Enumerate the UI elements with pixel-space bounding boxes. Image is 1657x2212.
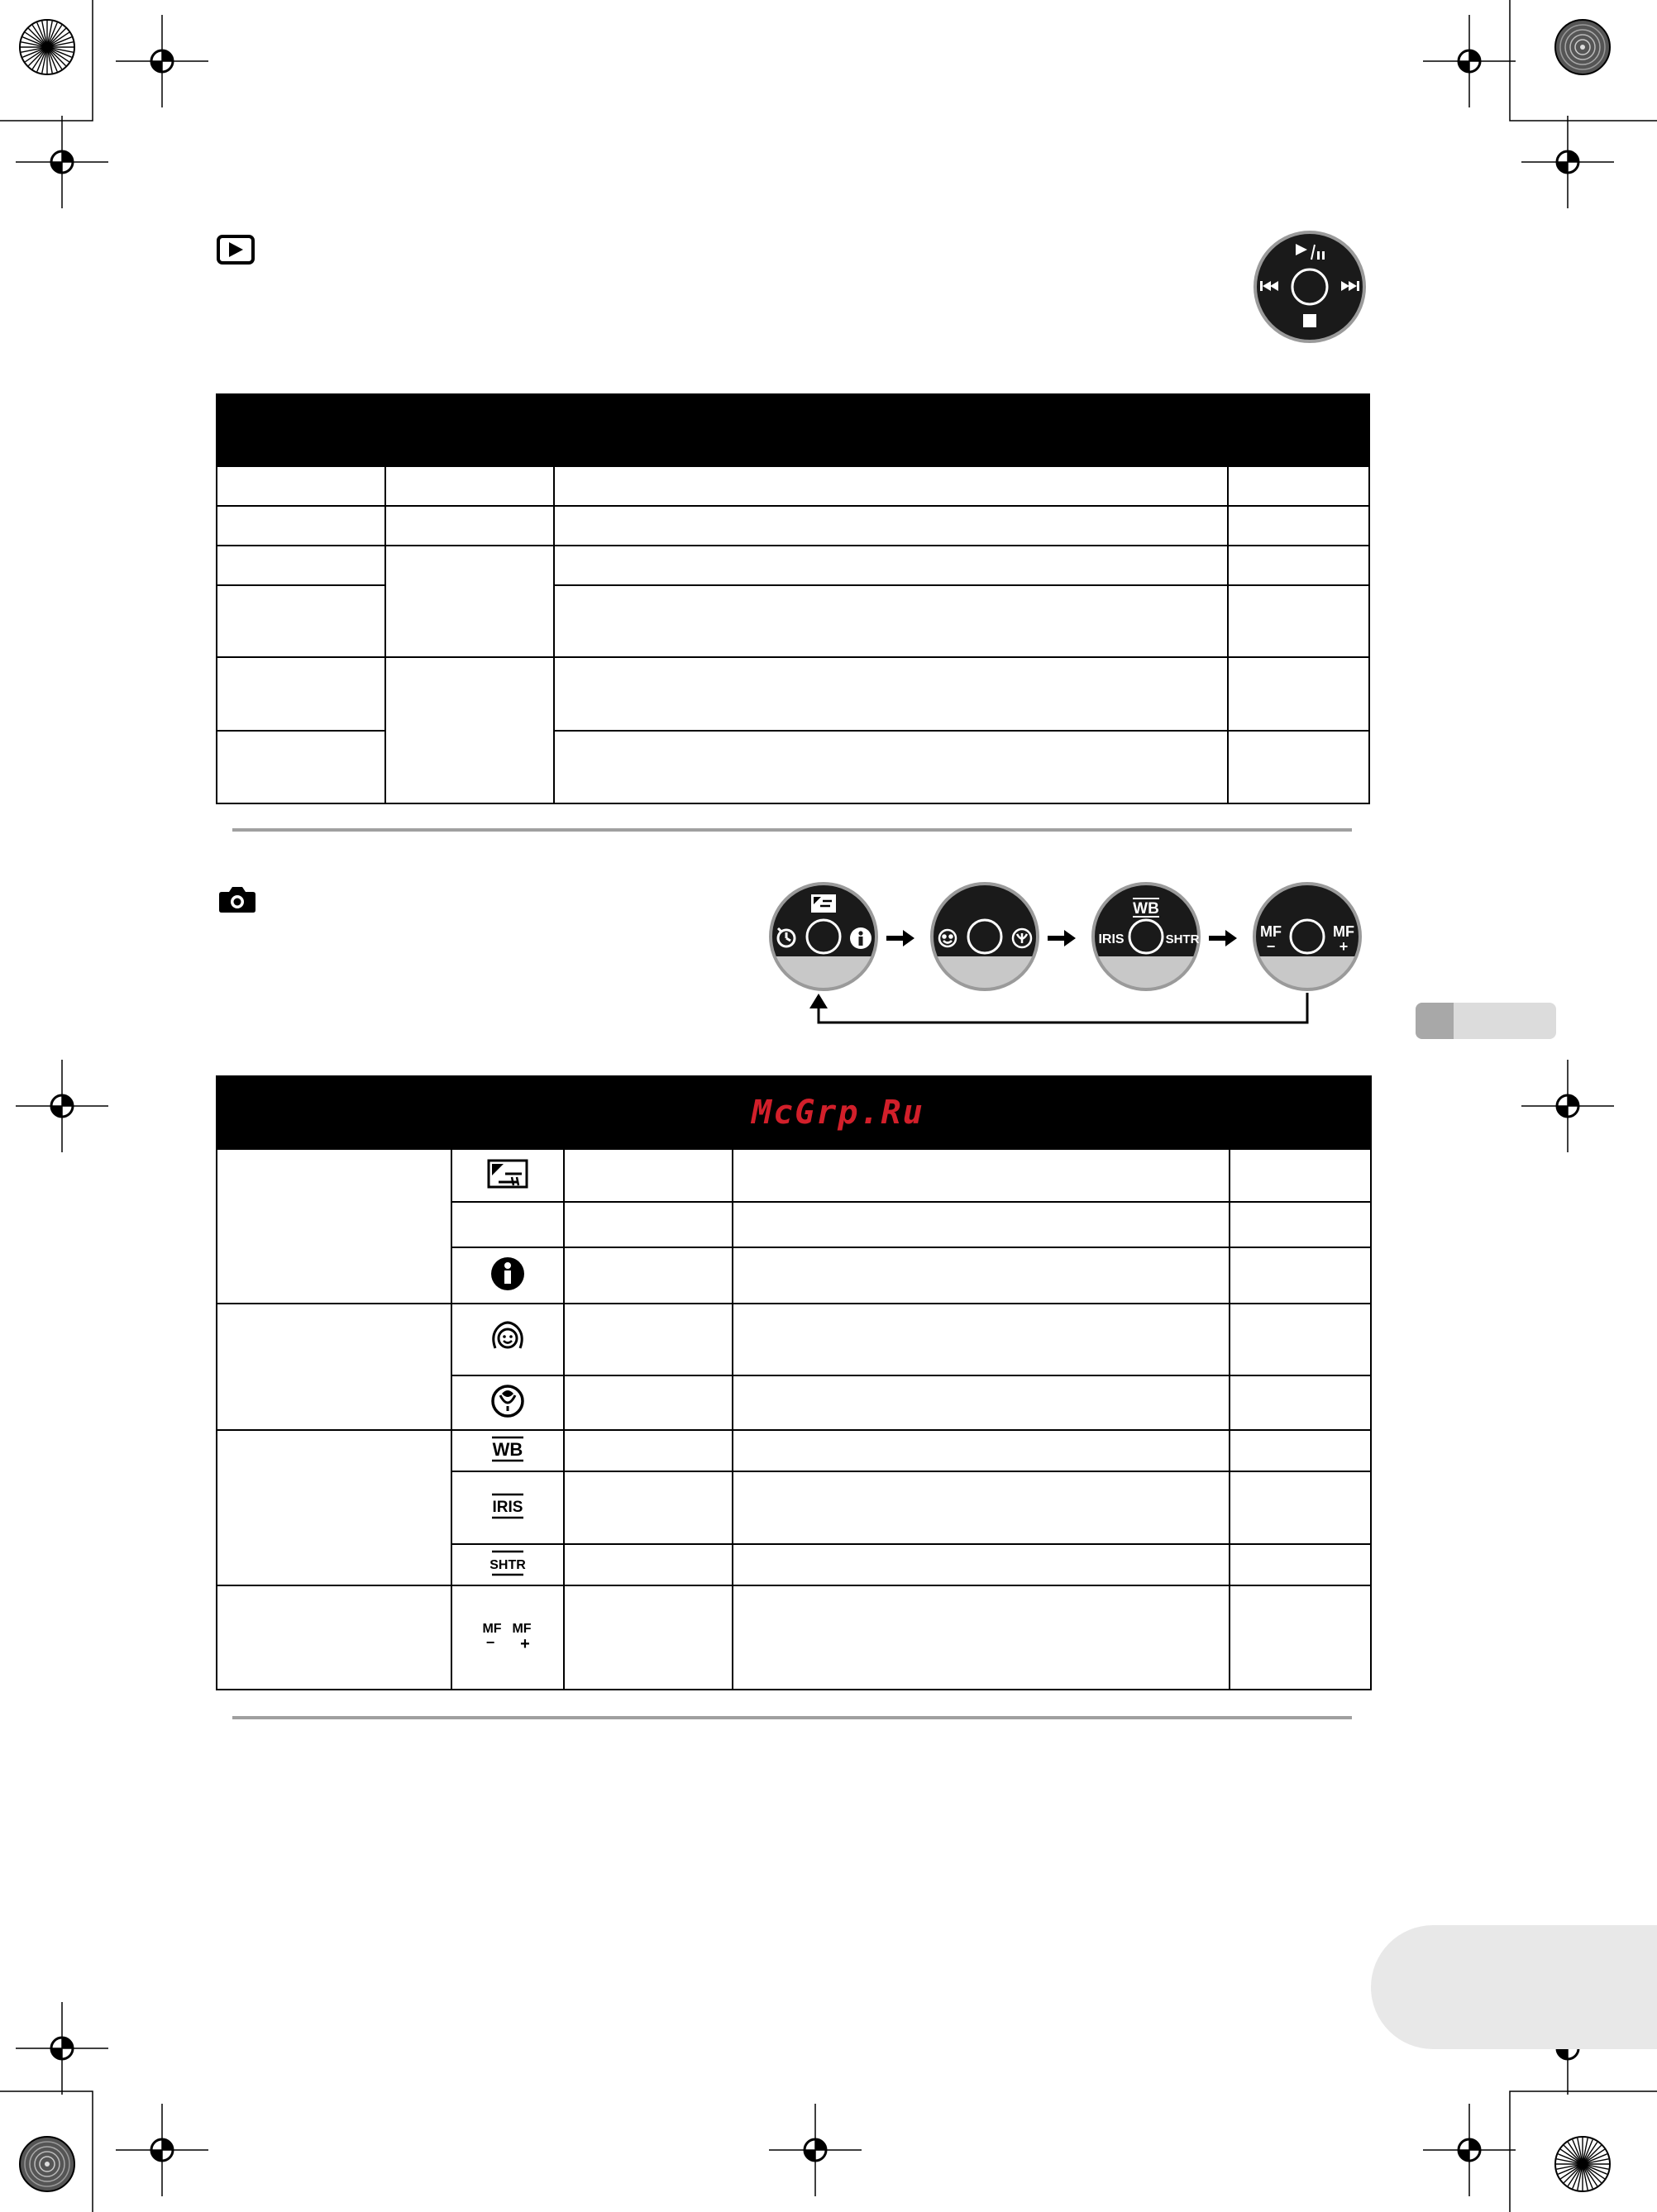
header-cell (733, 1076, 1230, 1149)
mf-minus-label: MF (482, 1621, 502, 1636)
minus-sign: − (485, 1633, 495, 1651)
header-cell (385, 394, 554, 466)
joystick-pages-diagram (761, 876, 1373, 1037)
header-cell (554, 394, 1228, 466)
plus-sign: + (520, 1634, 530, 1652)
chapter-tab (1416, 1003, 1556, 1039)
mf-plus-label: MF (512, 1621, 532, 1636)
stop-icon (1303, 314, 1316, 327)
table-row (217, 546, 1369, 585)
table-header-row (217, 394, 1369, 466)
header-cell (1230, 1076, 1371, 1149)
section-divider (232, 828, 1352, 832)
mf-plus-label: MF (1333, 923, 1354, 940)
iris-icon (489, 1492, 527, 1520)
table-row (217, 1304, 1371, 1375)
shutter-icon (489, 1549, 527, 1577)
table-row (217, 1585, 1371, 1690)
header-cell (217, 394, 385, 466)
table-header-row (217, 1076, 1371, 1149)
tele-macro-icon (490, 1384, 525, 1418)
playback-mode-icon (217, 235, 255, 265)
table-row (217, 506, 1369, 546)
page-number-tab (1371, 1925, 1657, 2049)
info-icon (850, 927, 871, 949)
minus-sign: − (1266, 938, 1276, 955)
playback-operations-table (216, 393, 1370, 804)
table-row (217, 1430, 1371, 1471)
header-cell (1228, 394, 1369, 466)
recording-operations-table (216, 1075, 1372, 1690)
backlight-icon (487, 1159, 528, 1189)
joystick-page-3 (1088, 879, 1204, 998)
watermark: McGrp.Ru (752, 1094, 924, 1132)
backlight-icon (811, 894, 836, 913)
shutter-label: SHTR (1165, 932, 1200, 946)
white-balance-icon (489, 1435, 527, 1463)
info-icon (489, 1256, 526, 1292)
table-row (217, 466, 1369, 506)
iris-label: IRIS (1098, 932, 1125, 946)
table-row (217, 1149, 1371, 1202)
shutter-label: SHTR (489, 1557, 526, 1572)
header-cell (217, 1076, 564, 1149)
camera-mode-icon (218, 884, 256, 914)
joystick-page-4 (1249, 879, 1365, 998)
mf-minus-label: MF (1260, 923, 1282, 940)
section-divider (232, 1716, 1352, 1719)
soft-skin-icon (489, 1320, 527, 1355)
playback-joystick-diagram (1253, 230, 1367, 344)
plus-sign: + (1339, 938, 1349, 955)
iris-label: IRIS (492, 1498, 523, 1516)
header-cell (564, 1076, 733, 1149)
joystick-page-1 (766, 879, 881, 998)
manual-focus-icon (479, 1619, 537, 1652)
wb-label: WB (1133, 900, 1159, 918)
wb-label: WB (492, 1438, 523, 1460)
table-row (217, 657, 1369, 731)
joystick-page-2 (927, 879, 1043, 998)
